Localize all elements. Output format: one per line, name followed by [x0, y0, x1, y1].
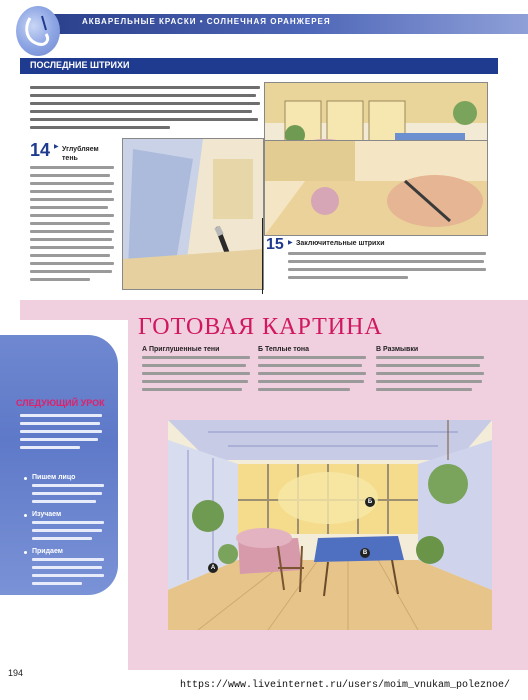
intro-text — [30, 86, 262, 134]
next-lesson-intro — [20, 414, 104, 454]
painting-step-14 — [122, 138, 264, 290]
column-b-text — [258, 356, 368, 396]
next-lesson-sidebar — [0, 335, 118, 595]
next-lesson-bullet-1-text — [32, 484, 106, 508]
step-15-text — [288, 252, 488, 284]
column-c-text — [376, 356, 486, 396]
next-lesson-bullet-2: Изучаем — [32, 511, 62, 518]
source-url[interactable]: https://www.liveinternet.ru/users/moim_vnukam_poleznoe/ — [180, 680, 511, 691]
step-15-title: Заключительные штрихи — [296, 240, 385, 247]
pink-strip — [20, 300, 128, 320]
next-lesson-bullet-3-text — [32, 558, 106, 590]
section-label: ПОСЛЕДНИЕ ШТРИХИ — [30, 60, 130, 70]
header-title: АКВАРЕЛЬНЫЕ КРАСКИ • СОЛНЕЧНАЯ ОРАНЖЕРЕЯ — [82, 17, 331, 26]
next-lesson-bullet-3: Придаем — [32, 548, 63, 555]
marker-a: А — [208, 563, 218, 573]
marker-b: Б — [365, 497, 375, 507]
marker-c: В — [360, 548, 370, 558]
step-divider — [262, 218, 263, 294]
step-14-number: 14 — [30, 140, 51, 160]
bullet-2 — [24, 514, 27, 517]
magazine-logo — [16, 6, 60, 56]
next-lesson-bullet-1: Пишем лицо — [32, 474, 76, 481]
next-lesson-bullet-2-text — [32, 521, 106, 545]
finished-painting — [168, 420, 492, 630]
bullet-1 — [24, 477, 27, 480]
column-b-title: Б Теплые тона — [258, 346, 310, 353]
step-15-number: 15 — [266, 236, 284, 253]
column-a-text — [142, 356, 252, 396]
finished-title: ГОТОВАЯ КАРТИНА — [138, 314, 383, 340]
step-15-arrow-icon: ▶ — [288, 240, 293, 246]
page-number: 194 — [8, 668, 24, 678]
step-14-text — [30, 166, 116, 286]
painting-step-15 — [264, 140, 488, 236]
column-c-title: В Размывки — [376, 346, 419, 353]
next-lesson-title: СЛЕДУЮЩИЙ УРОК — [16, 398, 105, 408]
step-14-title: Углубляем тень — [62, 146, 99, 162]
column-a-title: А Приглушенные тени — [142, 346, 220, 353]
bullet-3 — [24, 551, 27, 554]
step-14-arrow-icon: ▶ — [54, 144, 59, 150]
